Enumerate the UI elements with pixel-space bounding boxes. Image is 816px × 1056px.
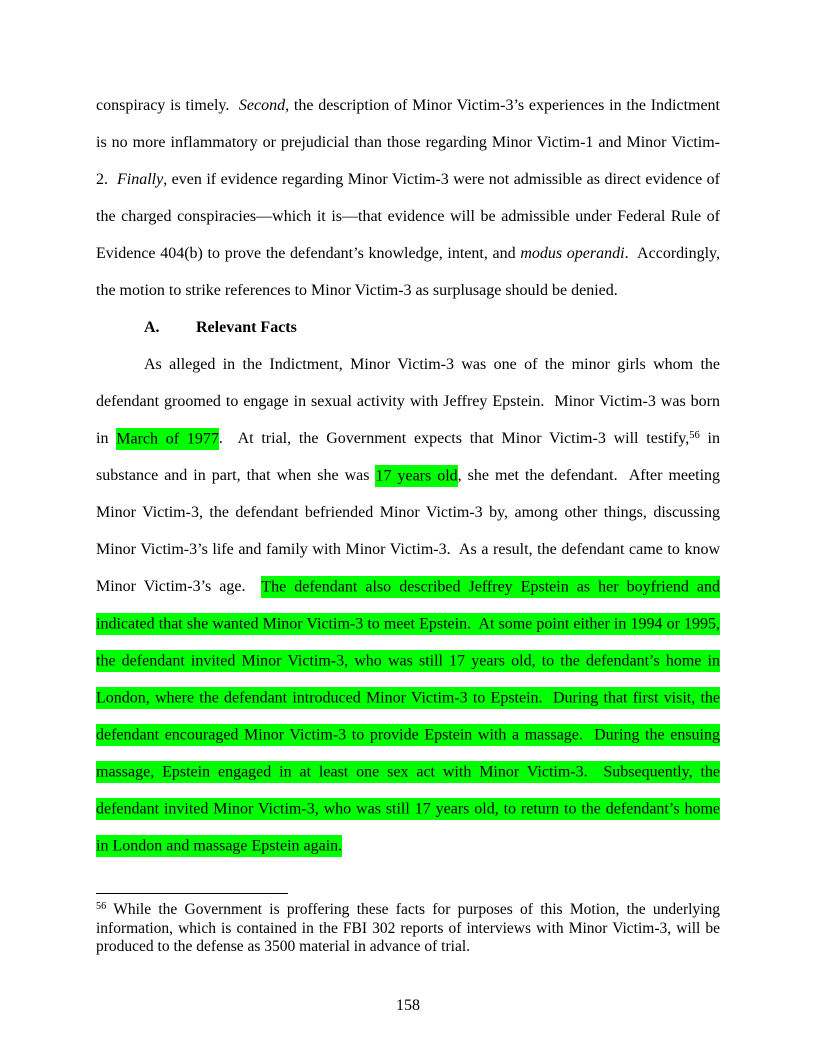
text-run: , even if evidence regarding Minor Victim-3 were not admissible as direct evidence of the charged conspiracies—which it is—that evidence will be admissible under Federal Rule of Evidence 404(b) to prove the defendant’s knowledge, intent, and (96, 171, 721, 262)
footnote-reference: 56 (689, 430, 700, 442)
text-run: , the description of Minor Victim-3’s experiences in the Indictment is no more inflammatory or prejudicial than those regarding Minor Victim-1 and Minor Victim-2. (96, 97, 721, 188)
footnote-separator-rule (96, 893, 288, 894)
footnote-56 (96, 901, 720, 957)
text-run: modus operandi (520, 245, 625, 262)
footnote-section (96, 893, 720, 957)
text-run: Finally (116, 171, 164, 188)
text-run: . At trial, the Government expects that Minor Victim-3 will testify, (218, 430, 690, 447)
text-run: conspiracy is timely. (96, 97, 239, 114)
footnote-reference: 56 (96, 901, 107, 913)
section-heading-title: Relevant Facts (196, 319, 297, 336)
highlighted-text: The defendant also described Jeffrey Epstein as her boyfriend and indicated that she wanted Minor Victim-3 to meet Epstein. At some point either in 1994 or 1995, the defendant invited Minor Victim-3, who was still 17 years old, to the defendant’s home in London, where the defendant introduced Minor Victim-3 to Epstein. During that first visit, the defendant encouraged Minor Victim-3 to provide Epstein with a massage. During the ensuing massage, Epstein engaged in at least one sex act with Minor Victim-3. Subsequently, the defendant invited Minor Victim-3, who was still 17 years old, to return to the defendant’s home in London and massage Epstein again. (96, 576, 720, 857)
text-run: in substance and in part, that when she was (96, 430, 720, 484)
section-heading (96, 309, 720, 346)
text-run: While the Government is proffering these facts for purposes of this Motion, the underlying information, which is contained in the FBI 302 reports of interviews with Minor Victim-3, will be produced to the defense as 3500 material in advance of trial. (96, 901, 720, 955)
text-run: Second (238, 97, 286, 114)
page-number: 158 (396, 997, 420, 1014)
paragraph-argument-continuation (96, 87, 720, 309)
text-run: As alleged in the Indictment, Minor Victim-3 was one of the minor girls whom the defendant groomed to engage in sexual activity with Jeffrey Epstein. Minor Victim-3 was born in (96, 356, 720, 447)
text-run: . Accordingly, the motion to strike references to Minor Victim-3 as surplusage should be denied. (96, 245, 720, 299)
text-run: , she met the defendant. After meeting Minor Victim-3, the defendant befriended Minor Victim-3 by, among other things, discussing Minor Victim-3’s life and family with Minor Victim-3. As a result, the defendant came to know Minor Victim-3’s age. (96, 467, 721, 595)
highlighted-text: March of 1977 (116, 428, 219, 450)
section-heading-label: A. (144, 319, 160, 336)
highlighted-text: 17 years old (375, 465, 457, 487)
page-body (96, 87, 720, 864)
paragraph-relevant-facts (96, 346, 720, 864)
